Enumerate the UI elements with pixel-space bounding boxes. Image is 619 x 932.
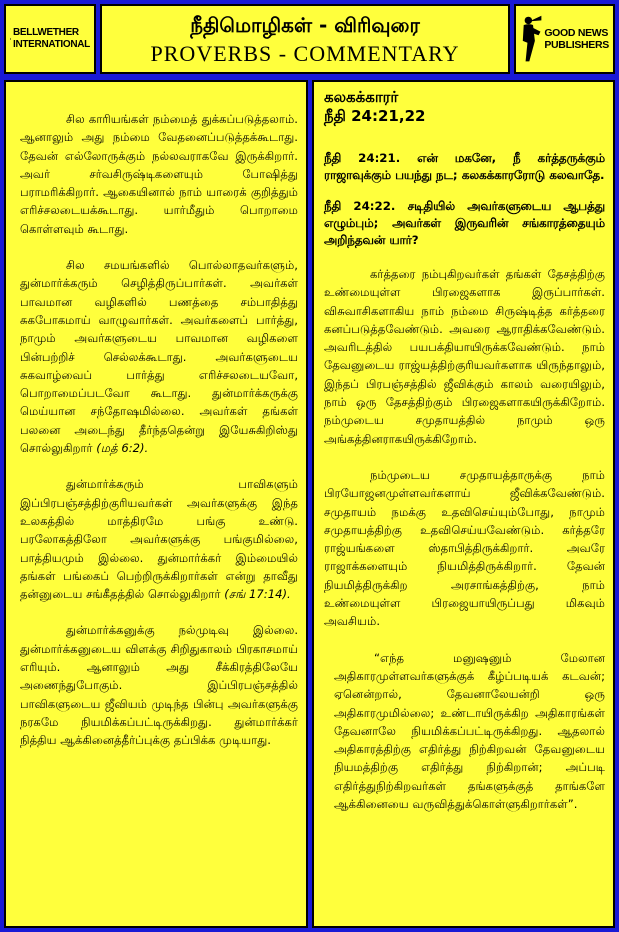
- bellwether-ram-icon: [10, 15, 11, 63]
- bellwether-logo-line1: BELLWETHER: [12, 27, 79, 38]
- left-paragraph-2: சில சமயங்களில் பொல்லாதவர்களும், துன்மார்க்கரும் செழித்திருப்பார்கள். அவர்கள் பாவமான வழிகளில் பணத்தை சம்பாதித்து சுகபோகமாய் வாழுவார்கள். அவர்களைப் பார்த்து, நாமும் அவர்களுடைய பாவமான வழிகளை பின்பற்றிச் செல்லக்கூடாது. அவர்களுடைய சுகவாழ்வைப் பார்த்து எரிச்சலடையவோ, பொறாமைப்படவோ கூடாது. துன்மார்க்கருக்கு மெய்யான சந்தோஷமில்லை. அவர்கள் தங்கள் பலனை அடைந்து தீர்ந்ததென்று இயேசுகிறிஸ்து சொல்லுகிறார் (மத் 6:2).: [20, 258, 298, 456]
- good-news-logo-line1: GOOD NEWS: [544, 27, 609, 39]
- scripture-quote: “எந்த மனுஷனும் மேலான அதிகாரமுள்ளவர்களுக்குக் கீழ்ப்படியக் கடவன்; ஏனென்றால், தேவனாலேயன்றி ஒரு அதிகாரமுமில்லை; உண்டாயிருக்கிற அதிகாரங்கள் தேவனாலே நியமிக்கப்பட்டிருக்கிறது. ஆதலால் அதிகாரத்திற்கு எதிர்த்து நிற்கிறவன் தேவனுடைய நியமத்திற்கு எதிர்த்து நிற்கிறான்; அப்படி எதிர்த்துநிற்கிறவர்கள் தங்களுக்குத் தாங்களே ஆக்கினையை வருவித்துக்கொள்ளுகிறார்கள்”.: [334, 650, 605, 812]
- bellwether-logo: [4, 4, 96, 74]
- verse-24-21: நீதி 24:21. என் மகனே, நீ கர்த்தருக்கும் ராஜாவுக்கும் பயந்து நட; கலகக்காரரோடு கலவாதே.: [324, 151, 605, 182]
- page-title-box: [100, 4, 510, 74]
- right-paragraph-2: நம்முடைய சமுதாயத்தாருக்கு நாம் பிரயோஜனமுள்ளவர்களாய் ஜீவிக்கவேண்டும். சமுதாயம் நமக்கு உதவிசெய்யும்போது, நாமும் சமுதாயத்திற்கு உதவிசெய்யவேண்டும். கர்த்தரே ராஜ்யங்களை ஸ்தாபித்திருக்கிறார். அவரே ராஜாக்களையும் நியமித்திருக்கிறார். தேவன் நியமித்திருக்கிற அரசாங்கத்திற்கு, நாம் உண்மையுள்ள பிரஜையாயிருப்பது மிகவும் அவசியம்.: [324, 467, 605, 629]
- good-news-logo: [514, 4, 615, 74]
- left-column: [4, 80, 308, 928]
- left-paragraph-1: சில காரியங்கள் நம்மைத் துக்கப்படுத்தலாம். ஆனாலும் அது நம்மை வேதனைப்படுத்தக்கூடாது. தேவன் எல்லோருக்கும் நல்லவராகவே இருக்கிறார். அவர் சர்வசிருஷ்டிகளையும் போஷித்து பராமரிக்கிறார். ஆகையினால் நாம் யாரைக் குறித்தும் எரிச்சலடையக்கூடாது. யார்மீதும் பொறாமை கொள்ளவும் கூடாது.: [20, 112, 298, 236]
- scripture-reference: (மத் 6:2).: [92, 441, 149, 456]
- section-heading-title: கலகக்காரர்: [324, 88, 399, 106]
- section-heading-reference: நீதி 24:21,22: [324, 107, 426, 125]
- title-tamil: நீதிமொழிகள் - விரிவுரை: [190, 13, 420, 37]
- title-english: PROVERBS - COMMENTARY: [150, 41, 460, 66]
- left-paragraph-3: துன்மார்க்கரும் பாவிகளும் இப்பிரபஞ்சத்திற்குரியவர்கள் அவர்களுக்கு இந்த உலகத்தில் மாத்திரமே பங்கு உண்டு. பரலோகத்திலோ அவர்களுக்கு பங்குமில்லை, பாத்தியமும் இல்லை. துன்மார்க்கர் இம்மையில் தங்கள் பங்கைப் பெற்றிருக்கிறார்கள் என்று தாவீது தன்னுடைய சங்கீதத்தில் சொல்லுகிறார் (சங் 17:14).: [20, 477, 298, 602]
- good-news-logo-line2: PUBLISHERS: [544, 39, 609, 51]
- right-column: [312, 80, 615, 928]
- herald-trumpeter-icon: [520, 13, 542, 65]
- bellwether-logo-line2: INTERNATIONAL: [12, 39, 90, 50]
- right-paragraph-1: கர்த்தரை நம்புகிறவர்கள் தங்கள் தேசத்திற்கு உண்மையுள்ள பிரஜைகளாக இருப்பார்கள். விசுவாசிகளாகிய நாம் நம்மை சிருஷ்டித்த கர்த்தரை கனப்படுத்தவேண்டும். அவரை ஆராதிக்கவேண்டும். அவரிடத்தில் பயபக்தியாயிருக்கவேண்டும். நாம் தேவனுடைய ராஜ்யத்திற்குரியவர்களாக யிருந்தாலும், இந்தப் பிரபஞ்சத்தில் ஜீவிக்கும் காலம் வரையிலும், நாம் ஒரு தேசத்திற்கும் பிரஜைகளாகயிருக்கிறோம். நம்முடைய சமுதாயத்தில் நாமும் ஒரு அங்கத்தினராகயிருக்கிறோம்.: [324, 267, 605, 446]
- scripture-reference: (சங் 17:14).: [220, 587, 291, 602]
- verse-24-22: நீதி 24:22. சடிதியில் அவர்களுடைய ஆபத்து எழும்பும்; அவர்கள் இருவரின் சங்காரத்தையும் அறிந்தவன் யார்?: [324, 199, 605, 247]
- section-heading: [324, 88, 605, 126]
- left-paragraph-4: துன்மார்க்கனுக்கு நல்முடிவு இல்லை. துன்மார்க்கனுடைய விளக்கு சிறிதுகாலம் பிரகாசமாய் எரியும். ஆனாலும் அது சீக்கிரத்திலேயே அணைந்துபோகும். இப்பிரபஞ்சத்தில் பாவிகளுடைய ஜீவியம் முடிந்த பின்பு அவர்களுக்கு நரகமே நியமிக்கப்பட்டிருக்கிறது. துன்மார்க்கர் நித்திய ஆக்கினைத்தீர்ப்புக்கு தப்பிக்க முடியாது.: [20, 623, 298, 748]
